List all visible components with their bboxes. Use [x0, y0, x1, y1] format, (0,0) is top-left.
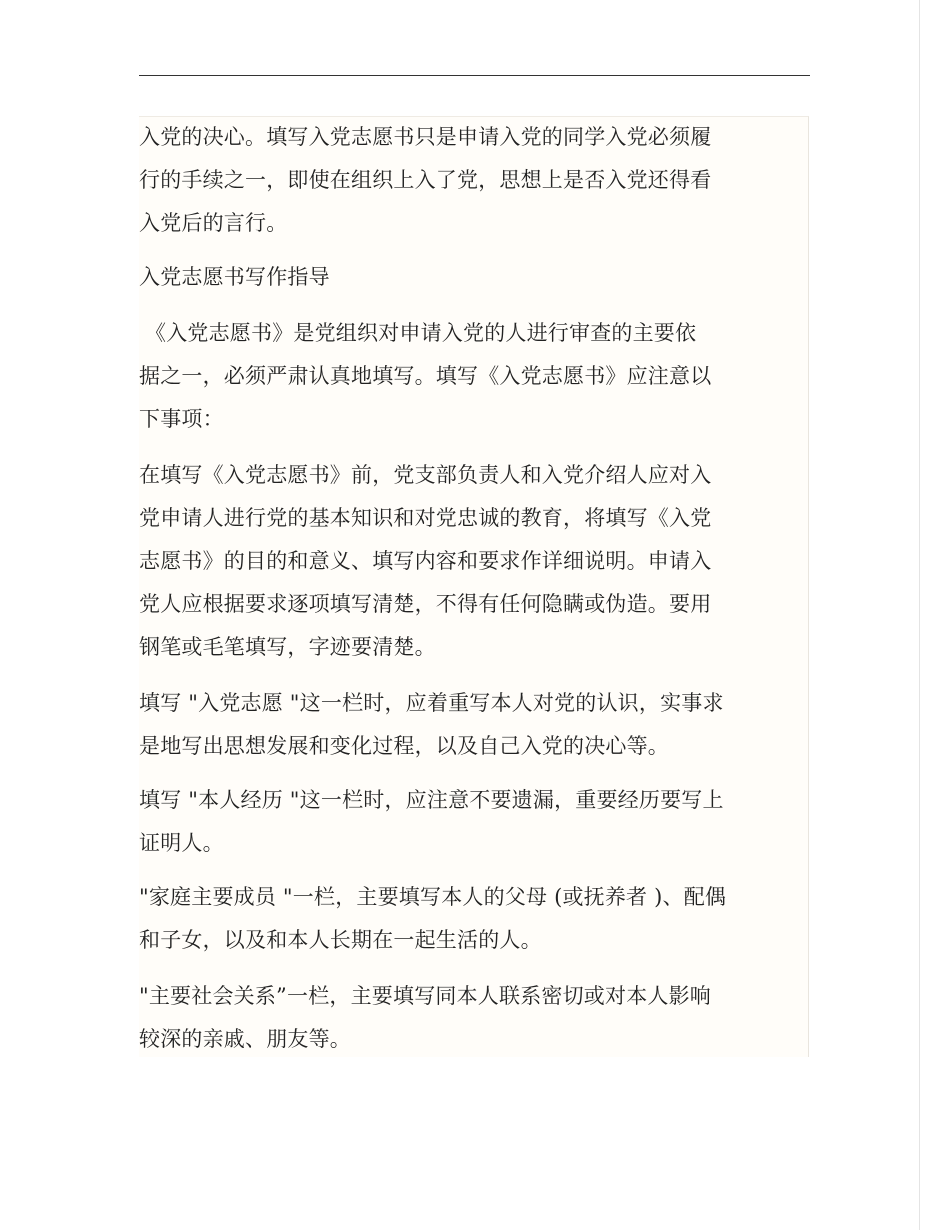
text-line: 钢笔或毛笔填写，字迹要清楚。 — [139, 635, 436, 659]
paragraph-party-wish — [139, 682, 724, 768]
text-line: 证明人。 — [139, 831, 224, 855]
text-line: 填写 "本人经历 "这一栏时，应注意不要遗漏，重要经历要写上 — [139, 788, 724, 812]
text-line: "家庭主要成员 "一栏，主要填写本人的父母 (或抚养者 )、配偶 — [139, 885, 727, 909]
paragraph-family-members — [139, 876, 726, 962]
text-line: "主要社会关系”一栏，主要填写同本人联系密切或对本人影响 — [139, 984, 711, 1008]
paragraph-personal-history — [139, 779, 724, 865]
text-line: 和子女，以及和本人长期在一起生活的人。 — [139, 928, 542, 952]
paragraph-before-filling — [139, 454, 711, 669]
text-line: 是地写出思想发展和变化过程，以及自己入党的决心等。 — [139, 734, 669, 758]
header-rule — [139, 75, 810, 76]
text-line: 在填写《入党志愿书》前，党支部负责人和入党介绍人应对入 — [139, 463, 712, 487]
paragraph-continuation — [139, 116, 711, 245]
paragraph-intro — [139, 312, 711, 441]
text-line: 党申请人进行党的基本知识和对党忠诚的教育，将填写《入党 — [139, 506, 712, 530]
text-line: 党人应根据要求逐项填写清楚，不得有任何隐瞒或伪造。要用 — [139, 592, 712, 616]
text-line: 入党的决心。填写入党志愿书只是申请入党的同学入党必须履 — [139, 125, 712, 149]
page-right-edge — [919, 0, 920, 1230]
text-line: 据之一，必须严肃认真地填写。填写《入党志愿书》应注意以 — [139, 364, 712, 388]
text-line: 下事项： — [139, 407, 224, 431]
text-line: 较深的亲戚、朋友等。 — [139, 1027, 351, 1051]
text-line: 志愿书》的目的和意义、填写内容和要求作详细说明。申请入 — [139, 549, 712, 573]
text-line: 《入党志愿书》是党组织对申请入党的人进行审查的主要依 — [145, 321, 697, 345]
heading-line: 入党志愿书写作指导 — [139, 265, 330, 289]
text-line: 填写 "入党志愿 "这一栏时，应着重写本人对党的认识，实事求 — [139, 691, 724, 715]
paragraph-social-relations — [139, 975, 711, 1061]
text-line: 入党后的言行。 — [139, 211, 288, 235]
text-line: 行的手续之一，即使在组织上入了党，思想上是否入党还得看 — [139, 168, 712, 192]
section-heading — [139, 256, 330, 299]
